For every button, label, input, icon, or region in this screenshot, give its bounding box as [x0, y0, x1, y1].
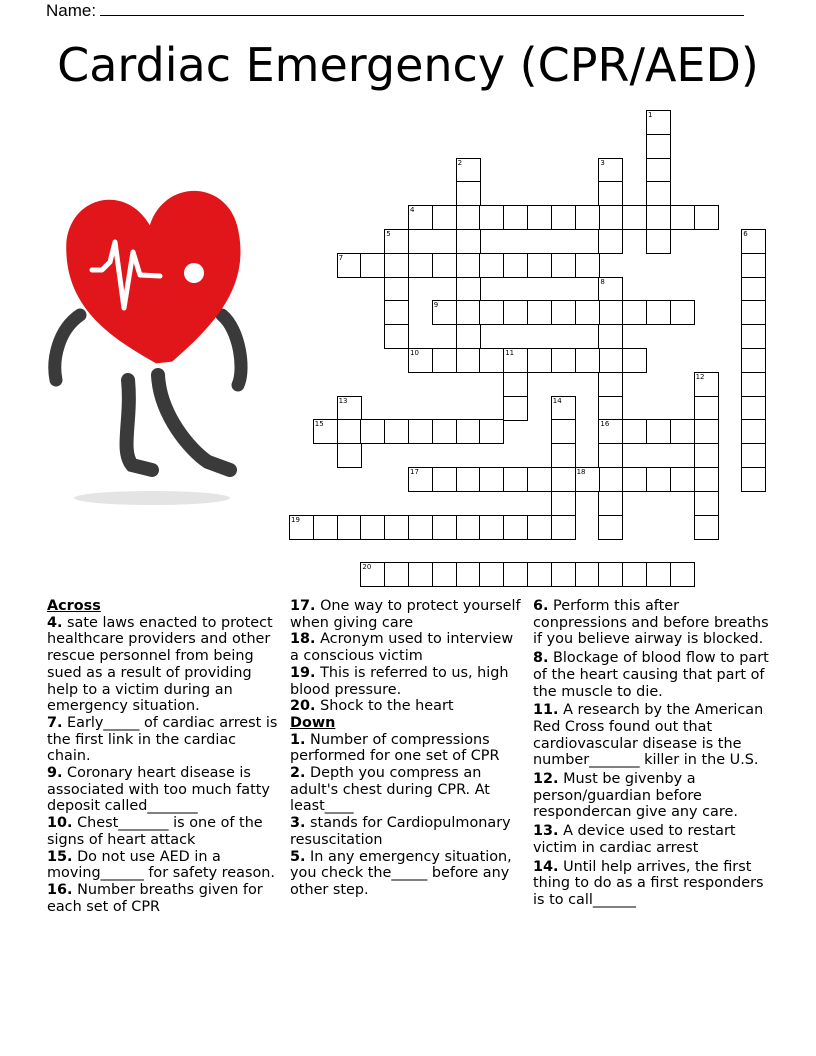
grid-cell[interactable] [622, 562, 647, 587]
grid-cell[interactable] [551, 396, 576, 421]
grid-cell[interactable] [598, 348, 623, 373]
grid-cell[interactable] [503, 348, 528, 373]
clue-7 [47, 715, 279, 765]
grid-cell[interactable] [456, 515, 481, 540]
grid-cell[interactable] [479, 515, 504, 540]
cell-number: 9 [433, 301, 439, 310]
clue-10 [47, 815, 279, 848]
grid-cell[interactable] [670, 419, 695, 444]
clue-number: 17. [290, 598, 316, 614]
grid-cell[interactable] [479, 419, 504, 444]
grid-cell[interactable] [432, 515, 457, 540]
name-underline[interactable] [100, 1, 744, 16]
grid-cell[interactable] [479, 253, 504, 278]
clue-text: Chest_______ is one of the signs of heart attack [47, 815, 263, 848]
name-label: Name: [46, 1, 97, 20]
grid-cell[interactable] [670, 562, 695, 587]
clue-text: Do not use AED in a moving______ for safety reason. [47, 848, 275, 882]
clue-text: Depth you compress an adult's chest during CPR. At least____ [290, 765, 490, 815]
grid-cell[interactable] [432, 467, 457, 492]
grid-cell[interactable] [598, 372, 623, 397]
grid-cell[interactable] [337, 253, 362, 278]
clue-column-3 [533, 598, 773, 909]
grid-cell[interactable] [479, 300, 504, 325]
clue-2 [290, 765, 522, 815]
clue-text: stands for Cardiopulmonary resuscitation [290, 815, 511, 848]
grid-cell[interactable] [384, 277, 409, 302]
grid-cell[interactable] [551, 253, 576, 278]
grid-cell[interactable] [646, 300, 671, 325]
clue-1 [290, 732, 522, 765]
grid-cell[interactable] [456, 277, 481, 302]
grid-cell[interactable] [646, 229, 671, 254]
grid-cell[interactable] [479, 467, 504, 492]
grid-cell[interactable] [551, 300, 576, 325]
clue-19 [290, 665, 522, 698]
grid-cell[interactable] [741, 467, 766, 492]
grid-cell[interactable] [479, 348, 504, 373]
grid-cell[interactable] [694, 396, 719, 421]
grid-cell[interactable] [575, 562, 600, 587]
cell-number: 13 [338, 396, 348, 405]
grid-cell[interactable] [289, 515, 314, 540]
grid-cell[interactable] [598, 229, 623, 254]
cell-number: 3 [600, 158, 605, 167]
grid-cell[interactable] [313, 515, 338, 540]
cell-number: 8 [600, 277, 605, 286]
grid-cell[interactable] [432, 205, 457, 230]
clue-number: 1. [290, 731, 306, 748]
clue-text: In any emergency situation, you check the_____ before any other step. [290, 848, 512, 898]
grid-cell[interactable] [670, 300, 695, 325]
grid-cell[interactable] [598, 562, 623, 587]
grid-cell[interactable] [479, 562, 504, 587]
grid-cell[interactable] [503, 396, 528, 421]
grid-cell[interactable] [741, 277, 766, 302]
grid-cell[interactable] [503, 300, 528, 325]
grid-cell[interactable] [598, 515, 623, 540]
clue-text: Early_____ of cardiac arrest is the first link in the cardiac chain. [47, 714, 278, 765]
grid-cell[interactable] [360, 515, 385, 540]
clue-text: One way to protect yourself when giving care [290, 598, 521, 631]
cell-number: 20 [362, 563, 372, 572]
clue-number: 15. [47, 848, 73, 865]
cell-number: 1 [648, 111, 653, 119]
grid-cell[interactable] [741, 253, 766, 278]
clue-number: 9. [47, 765, 63, 782]
grid-cell[interactable] [456, 562, 481, 587]
grid-cell[interactable] [384, 419, 409, 444]
grid-cell[interactable] [503, 372, 528, 397]
clue-17 [290, 598, 522, 631]
grid-cell[interactable] [551, 443, 576, 468]
grid-cell[interactable] [384, 324, 409, 349]
clue-number: 19. [290, 664, 316, 681]
grid-cell[interactable] [622, 419, 647, 444]
clue-text: Blockage of blood flow to part of the heart causing that part of the muscle to die. [533, 650, 769, 700]
grid-cell[interactable] [408, 419, 433, 444]
across-heading: Across [47, 598, 101, 614]
clue-14 [533, 859, 773, 909]
grid-cell[interactable] [551, 348, 576, 373]
clue-8 [533, 650, 773, 700]
grid-cell[interactable] [646, 110, 671, 135]
grid-cell[interactable] [527, 515, 552, 540]
grid-cell[interactable] [622, 467, 647, 492]
grid-cell[interactable] [670, 205, 695, 230]
clue-column-1 [47, 598, 279, 915]
grid-cell[interactable] [432, 562, 457, 587]
grid-cell[interactable] [646, 181, 671, 206]
grid-cell[interactable] [598, 419, 623, 444]
grid-cell[interactable] [598, 181, 623, 206]
grid-cell[interactable] [479, 205, 504, 230]
clue-text: Must be givenby a person/guardian before respondercan give any care. [533, 771, 738, 821]
grid-cell[interactable] [337, 515, 362, 540]
clue-text: Number of compressions performed for one set of CPR [290, 731, 500, 765]
clue-12 [533, 771, 773, 821]
grid-cell[interactable] [432, 348, 457, 373]
name-field[interactable] [46, 0, 744, 22]
cell-number: 6 [743, 230, 748, 238]
grid-cell[interactable] [598, 158, 623, 183]
clue-text: sate laws enacted to protect healthcare providers and other rescue personnel from being sued as a result of providing help to a victim during an emergency situation. [47, 614, 273, 715]
cell-number: 19 [291, 515, 300, 524]
clue-11 [533, 702, 773, 769]
grid-cell[interactable] [503, 562, 528, 587]
cell-number: 10 [410, 349, 419, 357]
cell-number: 18 [576, 468, 586, 476]
grid-cell[interactable] [456, 229, 481, 254]
grid-cell[interactable] [360, 562, 385, 587]
grid-cell[interactable] [551, 515, 576, 540]
grid-cell[interactable] [360, 253, 385, 278]
grid-cell[interactable] [598, 443, 623, 468]
clue-6 [533, 598, 773, 648]
grid-cell[interactable] [432, 300, 457, 325]
cell-number: 7 [338, 253, 344, 262]
grid-cell[interactable] [575, 300, 600, 325]
clue-text: Shock to the heart [315, 698, 454, 715]
clue-number: 7. [47, 714, 63, 731]
grid-cell[interactable] [694, 419, 719, 444]
grid-cell[interactable] [384, 562, 409, 587]
grid-cell[interactable] [408, 562, 433, 587]
cell-number: 5 [386, 230, 391, 238]
cell-number: 17 [410, 468, 419, 476]
clue-18 [290, 631, 522, 664]
grid-cell[interactable] [456, 181, 481, 206]
grid-cell[interactable] [408, 348, 433, 373]
clue-4 [47, 615, 279, 715]
grid-cell[interactable] [622, 348, 647, 373]
cell-number: 12 [695, 372, 705, 381]
grid-cell[interactable] [503, 205, 528, 230]
grid-cell[interactable] [575, 348, 600, 373]
clue-text: Coronary heart disease is associated with too much fatty deposit called_______ [47, 765, 270, 815]
cell-number: 14 [552, 396, 562, 405]
grid-cell[interactable] [598, 396, 623, 421]
grid-cell[interactable] [551, 419, 576, 444]
grid-cell[interactable] [503, 253, 528, 278]
grid-cell[interactable] [456, 324, 481, 349]
grid-cell[interactable] [622, 205, 647, 230]
grid-cell[interactable] [527, 467, 552, 492]
clue-text: A device used to restart victim in cardiac arrest [533, 823, 736, 856]
grid-cell[interactable] [646, 158, 671, 183]
grid-cell[interactable] [360, 419, 385, 444]
grid-cell[interactable] [456, 419, 481, 444]
grid-cell[interactable] [432, 253, 457, 278]
clue-13 [533, 823, 773, 856]
grid-cell[interactable] [408, 253, 433, 278]
clue-number: 13. [533, 823, 559, 840]
grid-cell[interactable] [670, 467, 695, 492]
clue-number: 6. [533, 598, 549, 614]
clue-15 [47, 849, 279, 882]
clue-text: Until help arrives, the first thing to do as a first responders is to call______ [533, 858, 764, 908]
grid-cell[interactable] [598, 205, 623, 230]
grid-cell[interactable] [622, 300, 647, 325]
grid-cell[interactable] [527, 348, 552, 373]
grid-cell[interactable] [408, 467, 433, 492]
grid-cell[interactable] [408, 515, 433, 540]
clue-number: 16. [47, 881, 73, 898]
cell-number: 15 [314, 420, 324, 429]
clue-number: 14. [533, 858, 559, 875]
grid-cell[interactable] [646, 134, 671, 159]
grid-cell[interactable] [598, 467, 623, 492]
clue-column-2 [290, 598, 522, 899]
grid-cell[interactable] [384, 253, 409, 278]
grid-cell[interactable] [741, 419, 766, 444]
clue-text: Number breaths given for each set of CPR [47, 881, 263, 915]
clue-number: 10. [47, 815, 73, 832]
grid-cell[interactable] [456, 300, 481, 325]
grid-cell[interactable] [527, 205, 552, 230]
grid-cell[interactable] [551, 467, 576, 492]
grid-cell[interactable] [694, 372, 719, 397]
clue-number: 18. [290, 631, 316, 648]
down-heading: Down [290, 714, 336, 731]
heart-illustration [40, 180, 280, 510]
cell-number: 2 [457, 158, 463, 167]
cell-number: 11 [505, 349, 515, 357]
cell-number: 16 [600, 420, 610, 429]
grid-cell[interactable] [527, 253, 552, 278]
clue-number: 11. [533, 702, 559, 719]
clue-number: 5. [290, 848, 306, 865]
grid-cell[interactable] [741, 348, 766, 373]
clue-text: This is referred to us, high blood pressure. [290, 664, 509, 698]
grid-cell[interactable] [694, 491, 719, 516]
grid-cell[interactable] [456, 253, 481, 278]
clue-text: Perform this after conpressions and before breaths if you believe airway is blocked. [533, 598, 769, 648]
grid-cell[interactable] [575, 205, 600, 230]
grid-cell[interactable] [741, 324, 766, 349]
grid-cell[interactable] [384, 300, 409, 325]
grid-cell[interactable] [527, 562, 552, 587]
grid-cell[interactable] [551, 491, 576, 516]
grid-cell[interactable] [598, 300, 623, 325]
grid-cell[interactable] [432, 419, 457, 444]
grid-cell[interactable] [503, 515, 528, 540]
grid-cell[interactable] [456, 467, 481, 492]
grid-cell[interactable] [694, 467, 719, 492]
grid-cell[interactable] [694, 515, 719, 540]
grid-cell[interactable] [575, 253, 600, 278]
grid-cell[interactable] [694, 205, 719, 230]
clue-number: 20. [290, 698, 316, 715]
grid-cell[interactable] [741, 443, 766, 468]
grid-cell[interactable] [646, 205, 671, 230]
grid-cell[interactable] [551, 562, 576, 587]
grid-cell[interactable] [741, 396, 766, 421]
grid-cell[interactable] [741, 229, 766, 254]
grid-cell[interactable] [741, 372, 766, 397]
grid-cell[interactable] [456, 205, 481, 230]
grid-cell[interactable] [551, 205, 576, 230]
heart-icon [40, 180, 280, 510]
grid-cell[interactable] [598, 491, 623, 516]
page-title: Cardiac Emergency (CPR/AED) [57, 38, 759, 92]
grid-cell[interactable] [741, 300, 766, 325]
grid-cell[interactable] [694, 443, 719, 468]
clue-16 [47, 882, 279, 915]
clue-20 [290, 698, 522, 715]
clue-3 [290, 815, 522, 848]
grid-cell[interactable] [575, 467, 600, 492]
clue-number: 12. [533, 771, 559, 788]
clue-number: 4. [47, 614, 63, 631]
grid-cell[interactable] [527, 300, 552, 325]
grid-cell[interactable] [598, 324, 623, 349]
grid-cell[interactable] [646, 562, 671, 587]
grid-cell[interactable] [598, 277, 623, 302]
grid-cell[interactable] [456, 158, 481, 183]
grid-cell[interactable] [503, 467, 528, 492]
clue-text: Acronym used to interview a conscious victim [290, 631, 514, 665]
grid-cell[interactable] [313, 419, 338, 444]
grid-cell[interactable] [646, 419, 671, 444]
grid-cell[interactable] [408, 205, 433, 230]
grid-cell[interactable] [384, 515, 409, 540]
clue-number: 3. [290, 815, 306, 832]
grid-cell[interactable] [646, 467, 671, 492]
grid-cell[interactable] [337, 396, 362, 421]
grid-cell[interactable] [456, 348, 481, 373]
grid-cell[interactable] [384, 229, 409, 254]
cell-number: 4 [410, 206, 415, 215]
grid-cell[interactable] [337, 419, 362, 444]
clue-5 [290, 849, 522, 899]
grid-cell[interactable] [337, 443, 362, 468]
clue-number: 8. [533, 650, 549, 667]
clue-text: A research by the American Red Cross found out that cardiovascular disease is the number_______ killer in the U.S. [533, 702, 764, 769]
clue-9 [47, 765, 279, 815]
clue-number: 2. [290, 765, 306, 782]
